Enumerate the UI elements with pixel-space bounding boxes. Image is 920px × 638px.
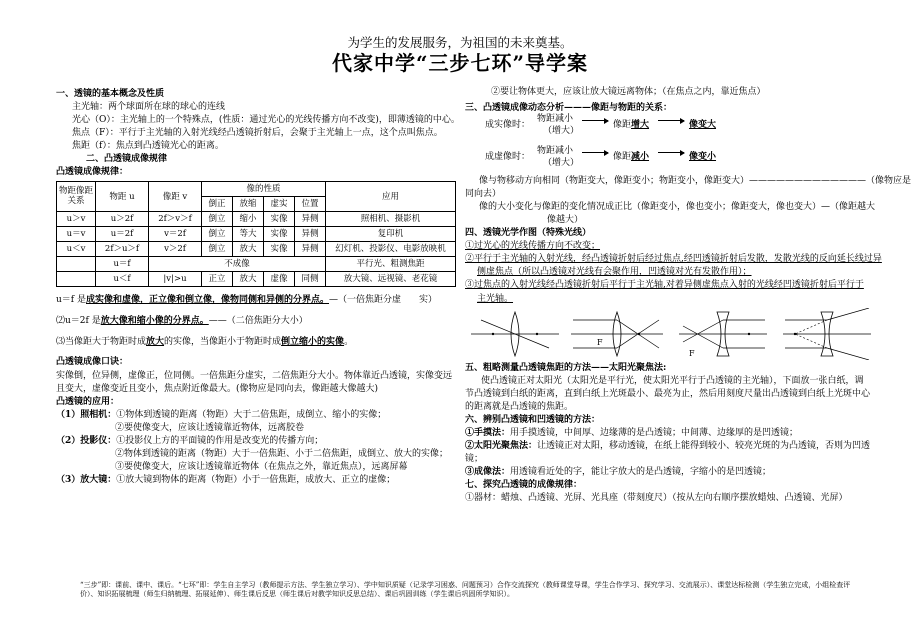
th-object-distance: 物距 u xyxy=(96,182,149,212)
virtual-image-size: 像变小 xyxy=(689,152,717,163)
rule-line-1: ①过光心的光线传播方向不改变； xyxy=(465,241,601,252)
table-row xyxy=(57,242,456,257)
section-3-title: 三、凸透镜成像动态分析———像距与物距的关系： xyxy=(465,103,673,114)
note-2-c: ——（二倍焦距分大小） xyxy=(208,316,308,327)
s6-method-2: ②太阳光聚焦法： xyxy=(465,440,538,451)
note-2-a: ⑵u＝2f 是 xyxy=(56,316,101,327)
cell: u＜f xyxy=(96,272,149,287)
cell: 同侧 xyxy=(295,272,326,287)
camera-line-2: ②要使像变大，应该让透镜靠近物体，远离胶卷 xyxy=(115,422,305,433)
virtual-label: 成虚像时： xyxy=(485,152,531,163)
cell: 正立 xyxy=(202,272,233,287)
focus-label: F xyxy=(597,337,603,347)
note-1 xyxy=(56,294,458,307)
cell: 不成像 xyxy=(149,257,326,272)
concave-lens-focal-ray-figure xyxy=(677,308,769,360)
virtual-object: 物距减小 xyxy=(537,146,574,157)
cell xyxy=(57,272,96,287)
section-4-title: 四、透镜光学作图（特殊光线） xyxy=(465,228,592,239)
dynamics-line-2: 同向去） xyxy=(465,189,502,200)
cell: 倒立 xyxy=(202,212,233,227)
th-inverted: 倒正 xyxy=(202,197,233,212)
cell: u＝f xyxy=(96,257,149,272)
projector-line-2: ②物体到透镜的距离（物距）大于一倍焦距、小于二倍焦距，成倒立、放大的实像； xyxy=(115,448,449,459)
camera-label: （1）照相机： xyxy=(56,409,117,420)
section-6-title: 六、辨别凸透镜和凹透镜的方法： xyxy=(465,414,601,425)
concave-lens-parallel-ray-figure xyxy=(781,308,873,360)
cell: 放大 xyxy=(233,242,264,257)
s6-line-3 xyxy=(465,466,873,479)
cell: 异侧 xyxy=(295,242,326,257)
rule-line-2: ②平行于主光轴的入射光线，经凸透镜折射后经过焦点,经凹透镜折射后发散，发散光线的反向延长线过异 xyxy=(465,254,882,265)
cell: 放大 xyxy=(233,272,264,287)
imaging-rules-table xyxy=(56,181,456,287)
magnifier-line-2: ②要让物体更大，应该让放大镜远离物体；（在焦点之内，靠近焦点） xyxy=(491,87,766,97)
footer-note: “三步”即：课前、课中、课后。“七环”即：学生自主学习（教师提示方法、学生独立学习）、学中知识质疑（记录学习困惑、问题预习）合作交流探究（教师课堂导课，学生合作学习、探究学习、交流展示）、课堂达标检测（学生独立完成，小组检查评价）、知识拓展梳理（师生归纳梳理、拓展延伸）、师生课后反思（师生课后对教学知识反思总结）、课后巩固训练（学生课后巩固所学知识）。 xyxy=(80,581,851,599)
cell xyxy=(57,257,96,272)
header-slogan: 为学生的发展服务，为祖国的未来奠基。 xyxy=(347,35,573,50)
dynamics-line-4: 像越大） xyxy=(547,215,584,226)
virtual-image-dynamics xyxy=(465,147,873,173)
rhyme-line-1: 实像倒，位异侧，虚像正，位同侧。一倍焦距分虚实，二倍焦距分大小。物体靠近凸透镜，实像变远 xyxy=(56,370,453,381)
projector-text-1: ①投影仪上方的平面镜的作用是改变光的传播方向； xyxy=(116,435,324,446)
dynamics-line-1: 像与物移动方向相同（物距变大，像距变小；物距变小，像距变大）—————————————（像物应是 xyxy=(479,176,912,187)
cell: 实像 xyxy=(264,227,295,242)
th-position: 位置 xyxy=(295,197,326,212)
camera-text-1: ①物体到透镜的距离（物距）大于二倍焦距，成倒立、缩小的实像； xyxy=(116,409,387,420)
arrow-icon xyxy=(658,120,684,121)
section-7-title: 七、探究凸透镜的成像规律： xyxy=(465,479,583,490)
right-column xyxy=(465,86,912,505)
cell: u＞v xyxy=(57,212,96,227)
focus-label: F xyxy=(689,348,695,358)
s1-line-focal-length: 焦距（f）：焦点到凸透镜光心的距离。 xyxy=(72,141,224,152)
note-1-b: 成实像和虚像，正立像和倒立像，像物同侧和异侧的分界点。 xyxy=(86,295,330,306)
virt-img-distance-label: 像距 xyxy=(613,152,632,163)
cell: 平行光、粗测焦距 xyxy=(326,257,456,272)
table-row xyxy=(57,212,456,227)
note-3-c: 的实像，当像距小于物距时成 xyxy=(164,337,282,348)
application-title: 凸透镜的应用： xyxy=(56,396,120,407)
arrow-icon xyxy=(582,120,608,121)
note-1-a: u＝f 是 xyxy=(56,295,86,306)
cell: v＞2f xyxy=(149,242,202,257)
th-image-distance: 像距 v xyxy=(149,182,202,212)
note-3 xyxy=(56,336,458,349)
s1-line-axis: 主光轴：两个球面所在球的球心的连线 xyxy=(72,102,226,113)
section-2-sub: 凸透镜成像规律： xyxy=(56,167,129,178)
s5-line-2: 节凸透镜到白纸的距离，直到白纸上光斑最小、最亮为止，然后用刻度尺量出凸透镜到白纸上光斑中心 xyxy=(465,388,871,399)
real-increase: （增大） xyxy=(543,126,580,137)
real-image-dynamics xyxy=(465,115,873,141)
note-1-c: —（一倍焦距分虚 实） xyxy=(329,295,438,306)
s1-line-focus: 焦点（F）：平行于主光轴的入射光线经凸透镜折射后，会聚于主光轴上一点，这个点叫焦点。 xyxy=(72,128,443,139)
cell: 异侧 xyxy=(295,212,326,227)
th-real-virtual: 虚实 xyxy=(264,197,295,212)
arrow-icon xyxy=(582,152,608,153)
th-scale: 放缩 xyxy=(233,197,264,212)
cell: |v|>u xyxy=(149,272,202,287)
page-title: 代家中学“三步七环”导学案 xyxy=(331,51,588,75)
cell: 异侧 xyxy=(295,227,326,242)
dynamics-line-3: 像的大小变化与像距的变化情况成正比（像距变小，像也变小；像距变大，像也变大）—（像距越大 xyxy=(479,202,876,213)
projector-line-1 xyxy=(56,435,458,448)
s5-line-1: 使凸透镜正对太阳光（太阳光是平行光，使太阳光平行于凸透镜的主光轴），下面放一张白纸，调 xyxy=(481,375,864,386)
rule-line-5: 主光轴。 xyxy=(477,293,514,304)
projector-label: （2）投影仪： xyxy=(56,435,117,446)
section-5-title: 五、粗略测量凸透镜焦距的方法——太阳光聚焦法: xyxy=(465,362,667,373)
th-relation: 物距像距关系 xyxy=(57,182,96,212)
cell: u＝2f xyxy=(96,227,149,242)
note-2-b: 放大像和缩小像的分界点。 xyxy=(100,316,209,327)
lens-diagrams xyxy=(465,308,873,360)
cell: 缩小 xyxy=(233,212,264,227)
s6-line-1 xyxy=(465,427,873,440)
note-3-d: 倒立缩小的实像 xyxy=(281,337,345,348)
s1-line-center: 光心（O）：主光轴上的一个特殊点，(性质：通过光心的光线传播方向不改变)，即薄透镜的中心。 xyxy=(72,115,460,126)
cell: 实像 xyxy=(264,242,295,257)
cell: 复印机 xyxy=(326,227,456,242)
cell: 放大镜、远视镜、老花镜 xyxy=(326,272,456,287)
rule-line-3: 侧虚焦点（所以凸透镜对光线有会聚作用，凹透镜对光有发散作用）； xyxy=(477,267,752,278)
rhyme-line-2: 且变大，虚像变近且变小，焦点附近像最大。(像物应是同向去，像距越大像越大) xyxy=(56,383,379,394)
table-row xyxy=(57,272,456,287)
note-3-a: ⑶当像距大于物距时成 xyxy=(56,337,147,348)
cell: 2f＞u＞f xyxy=(96,242,149,257)
real-image-distance xyxy=(613,119,649,132)
left-column xyxy=(56,88,458,487)
magnifier-line-1 xyxy=(56,474,458,487)
magnifier-text-1: ①放大镜到物体的距离（物距）小于一倍焦距，成放大、正立的虚像； xyxy=(116,474,396,485)
virt-img-distance-change: 减小 xyxy=(631,152,650,163)
rule-line-4: ③过焦点的入射光线经凸透镜折射后平行于主光轴,对着异侧虚焦点入射的光线经凹透镜折射后平行于 xyxy=(465,280,864,291)
real-image-size: 像变大 xyxy=(689,120,717,131)
s7-line-1: ①器材：蜡烛、凸透镜、光屏、光具座（带刻度尺）（按从左向右顺序摆放蜡烛、凸透镜、光屏） xyxy=(465,493,848,504)
s6-method-1: ①手摸法： xyxy=(465,427,511,438)
cell: 2f＞v＞f xyxy=(149,212,202,227)
cell: u＞2f xyxy=(96,212,149,227)
cell: 照相机、摄影机 xyxy=(326,212,456,227)
cell: u＜v xyxy=(57,242,96,257)
camera-line-1 xyxy=(56,409,458,422)
note-2 xyxy=(56,315,458,328)
s6-text-1: 用手摸透镜，中间厚、边缘薄的是凸透镜；中间薄、边缘厚的是凹透镜； xyxy=(510,427,799,438)
th-image-properties: 像的性质 xyxy=(202,182,326,197)
cell: 幻灯机、投影仪、电影放映机 xyxy=(326,242,456,257)
s6-text-2: 让透镜正对太阳，移动透镜，在纸上能得到较小、较亮光斑的为凸透镜，否则为凹透 xyxy=(537,440,871,451)
cell: 倒立 xyxy=(202,227,233,242)
real-img-distance-label: 像距 xyxy=(613,120,632,131)
convex-lens-center-ray-figure xyxy=(469,308,561,360)
virtual-image-distance xyxy=(613,151,649,164)
cell: 倒立 xyxy=(202,242,233,257)
real-label: 成实像时： xyxy=(485,120,531,131)
note-3-e: 。 xyxy=(344,337,354,348)
table-row xyxy=(57,227,456,242)
section-1-title: 一、透镜的基本概念及性质 xyxy=(56,89,165,99)
s6-text-3: 用透镜看近处的字，能让字放大的是凸透镜，字缩小的是凹透镜； xyxy=(510,466,772,477)
cell: 等大 xyxy=(233,227,264,242)
rhyme-title: 凸透镜成像口诀： xyxy=(56,357,129,368)
s5-line-3: 的距离就是凸透镜的焦距。 xyxy=(465,401,574,412)
note-3-b: 放大 xyxy=(146,337,165,348)
table-row xyxy=(57,257,456,272)
magnifier-label: （3）放大镜： xyxy=(56,474,117,485)
cell: 实像 xyxy=(264,212,295,227)
convex-lens-parallel-ray-figure xyxy=(569,308,665,360)
virtual-increase: （增大） xyxy=(543,158,580,169)
cell: 虚像 xyxy=(264,272,295,287)
s6-line-2 xyxy=(465,440,873,453)
th-application: 应用 xyxy=(326,182,456,212)
real-object: 物距减小 xyxy=(537,114,574,125)
projector-line-3: ③要使像变大，应该让透镜靠近物体（在焦点之外，靠近焦点），远离屏幕 xyxy=(115,461,408,472)
s6-method-3: ③成像法： xyxy=(465,466,511,477)
cell: u＝v xyxy=(57,227,96,242)
cell: v＝2f xyxy=(149,227,202,242)
real-img-distance-change: 增大 xyxy=(631,120,650,131)
arrow-icon xyxy=(658,152,684,153)
s6-line-2b: 镜； xyxy=(465,453,484,464)
section-2-title: 二、凸透镜成像规律 xyxy=(86,154,168,165)
